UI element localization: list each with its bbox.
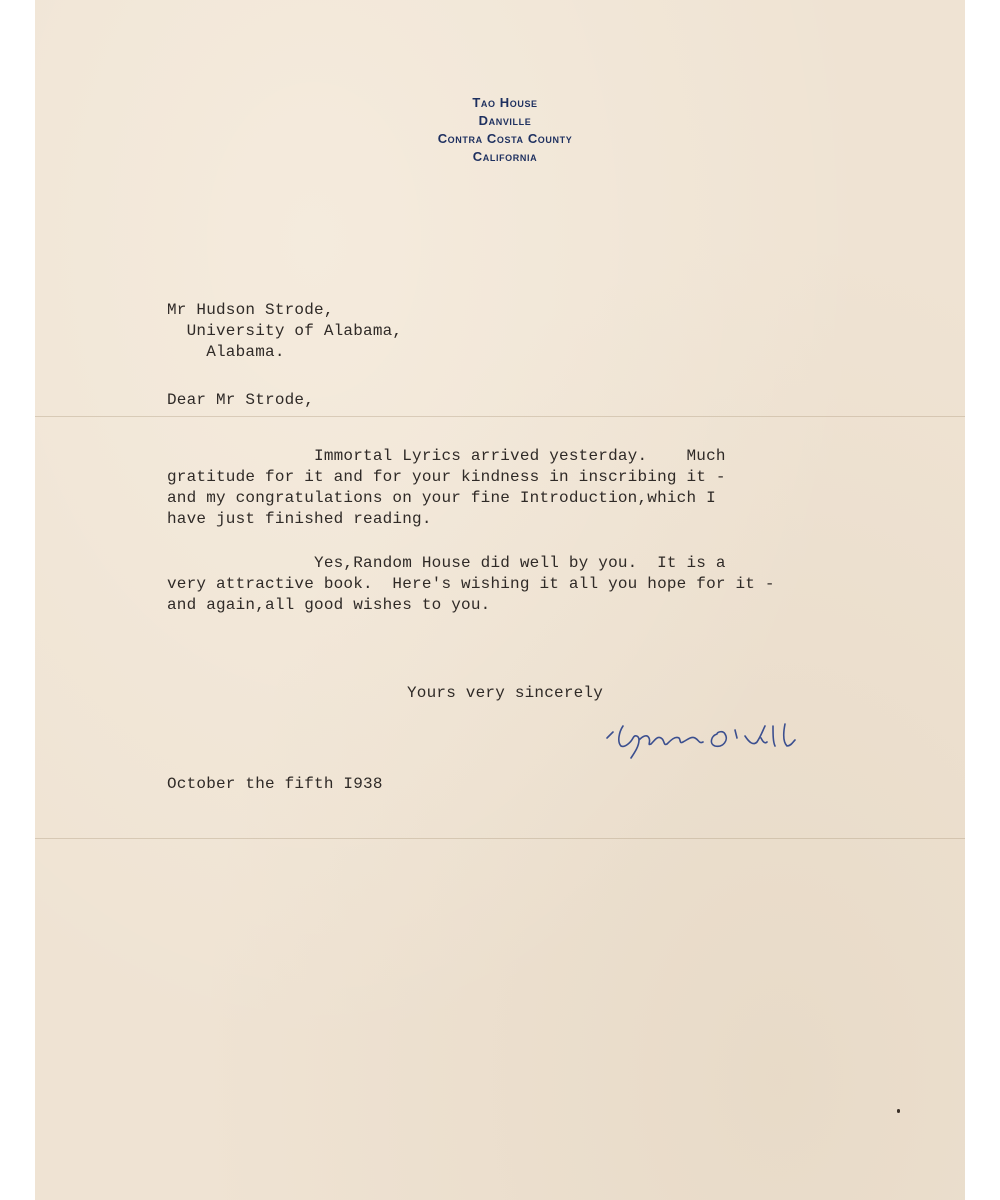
letter-date: October the fifth I938	[167, 775, 383, 793]
body-line: have just finished reading.	[167, 510, 432, 528]
recipient-address	[167, 300, 402, 363]
letter-page	[35, 0, 965, 1200]
letterhead-line: California	[472, 149, 538, 164]
handwritten-signature	[595, 712, 845, 762]
body-line: Yes,Random House did well by you. It is a	[167, 554, 726, 572]
paper-fold-line	[35, 838, 965, 839]
body-line: gratitude for it and for your kindness in inscribing it -	[167, 468, 726, 486]
letterhead-line: Danville	[478, 113, 532, 128]
address-line: University of Alabama,	[167, 322, 403, 340]
paper-speck	[897, 1109, 900, 1113]
letterhead	[35, 94, 965, 166]
address-line: Mr Hudson Strode,	[167, 301, 334, 319]
closing-line: Yours very sincerely	[407, 684, 604, 702]
paper-fold-line	[35, 416, 965, 417]
address-line: Alabama.	[167, 343, 285, 361]
letterhead-line: Tao House	[472, 95, 538, 110]
body-line: and my congratulations on your fine Introduction,which I	[167, 489, 716, 507]
signature-drawing	[595, 712, 845, 762]
body-line: and again,all good wishes to you.	[167, 596, 491, 614]
salutation: Dear Mr Strode,	[167, 391, 315, 409]
body-line: very attractive book. Here's wishing it all you hope for it -	[167, 575, 775, 593]
letterhead-line: Contra Costa County	[437, 131, 573, 146]
body-line: Immortal Lyrics arrived yesterday. Much	[167, 447, 726, 465]
body-paragraph-1	[167, 446, 726, 530]
body-paragraph-2	[167, 553, 775, 616]
